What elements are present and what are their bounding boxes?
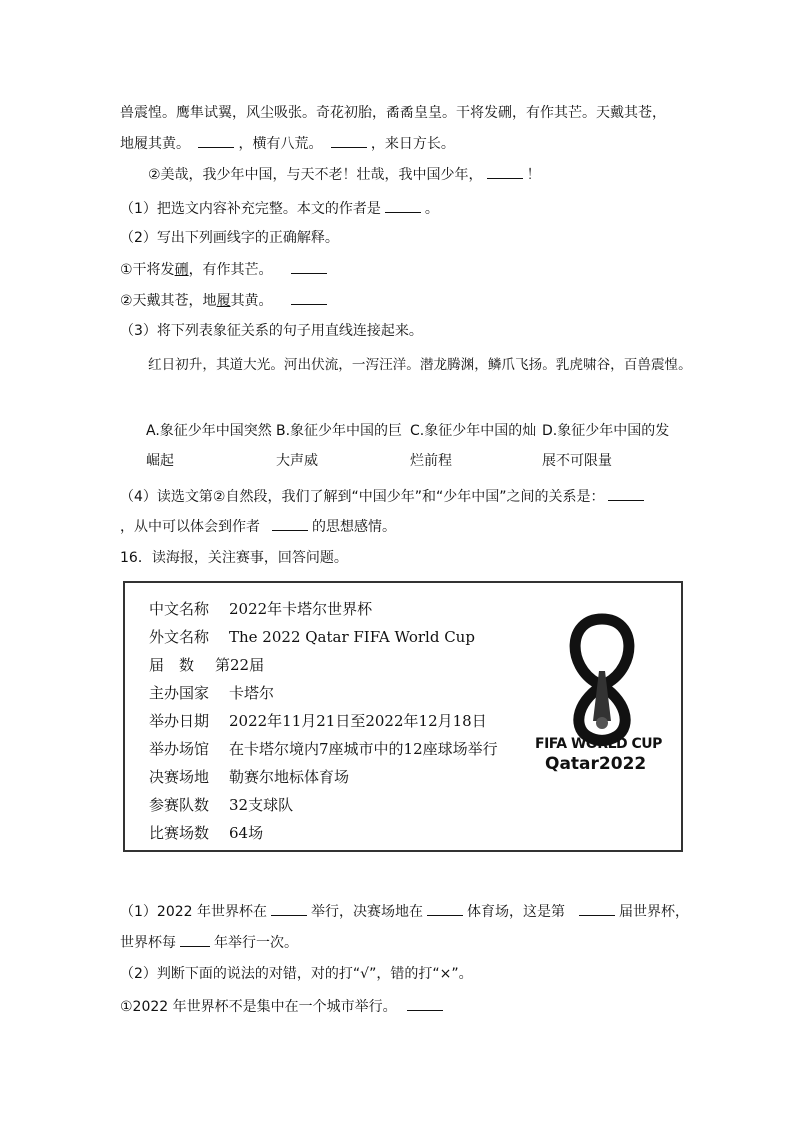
poster-row: 举办场馆 在卡塔尔境内7座城市中的12座球场举行 — [149, 740, 498, 758]
poster-row: 外文名称 The 2022 Qatar FIFA World Cup — [149, 628, 475, 646]
poster-row: 中文名称 2022年卡塔尔世界杯 — [149, 600, 373, 618]
option-c-line-1: C.象征少年中国的灿 — [410, 423, 537, 439]
sub-question-2-item-1: ①2022 年世界杯不是集中在一个城市举行。 — [120, 996, 447, 1017]
fill-blank[interactable] — [272, 516, 308, 531]
question-3-sentence: 红日初升，其道大光。河出伏流，一泻汪洋。潜龙腾渊，鳞爪飞扬。乳虎啸谷，百兽震惶。 — [148, 357, 692, 373]
question-2-item-1: ①干将发硎，有作其芒。 — [120, 259, 331, 280]
option-a-line-1: A.象征少年中国突然 — [146, 423, 272, 439]
question-4: （4）读选文第②自然段，我们了解到“中国少年”和“少年中国”之间的关系是： — [120, 486, 648, 507]
poster-row: 比赛场数 64场 — [149, 824, 264, 842]
fill-blank[interactable] — [331, 133, 367, 148]
fill-blank[interactable] — [180, 932, 210, 947]
question-2: （2）写出下列画线字的正确解释。 — [120, 230, 339, 246]
passage-line-1: 兽震惶。鹰隼试翼，风尘吸张。奇花初胎，矞矞皇皇。干将发硎，有作其芒。天戴其苍， — [120, 105, 666, 121]
option-c-line-2: 烂前程 — [410, 453, 452, 469]
question-4-cont: ，从中可以体会到作者 的思想感情。 — [120, 516, 396, 537]
poster-row: 参赛队数 32支球队 — [149, 796, 294, 814]
fill-blank[interactable] — [291, 259, 327, 274]
world-cup-poster — [123, 581, 683, 852]
sub-question-1: （1）2022 年世界杯在 举行，决赛场地在 体育场，这是第 届世界杯， — [120, 901, 689, 922]
fill-blank[interactable] — [579, 901, 615, 916]
option-b-line-2: 大声威 — [276, 453, 318, 469]
fill-blank[interactable] — [271, 901, 307, 916]
poster-row: 届 数 第22届 — [149, 656, 265, 674]
poster-row: 决赛场地 勒赛尔地标体育场 — [149, 768, 350, 786]
fill-blank[interactable] — [407, 996, 443, 1011]
passage-line-2: 地履其黄。 ，横有八荒。 ，来日方长。 — [120, 133, 455, 154]
option-d-line-1: D.象征少年中国的发 — [542, 423, 670, 439]
poster-row: 主办国家 卡塔尔 — [149, 684, 275, 702]
fill-blank[interactable] — [608, 486, 644, 501]
poster-row: 举办日期 2022年11月21日至2022年12月18日 — [149, 712, 487, 730]
question-16: 16．读海报，关注赛事，回答问题。 — [120, 550, 348, 566]
option-d-line-2: 展不可限量 — [542, 453, 612, 469]
fill-blank[interactable] — [385, 198, 421, 213]
question-2-item-2: ②天戴其苍，地履其黄。 — [120, 290, 331, 311]
fill-blank[interactable] — [198, 133, 234, 148]
sub-question-1-cont: 世界杯每 年举行一次。 — [120, 932, 298, 953]
fill-blank[interactable] — [291, 290, 327, 305]
logo-text-qatar: Qatar2022 — [545, 754, 647, 774]
option-b-line-1: B.象征少年中国的巨 — [276, 423, 403, 439]
question-3: （3）将下列表象征关系的句子用直线连接起来。 — [120, 323, 423, 339]
question-1: （1）把选文内容补充完整。本文的作者是 。 — [120, 198, 439, 219]
sub-question-2: （2）判断下面的说法的对错，对的打“√”，错的打“×”。 — [120, 966, 473, 982]
option-a-line-2: 崛起 — [146, 453, 174, 469]
fill-blank[interactable] — [427, 901, 463, 916]
fill-blank[interactable] — [487, 164, 523, 179]
logo-text-fifa: FIFA WORLD CUP — [535, 736, 662, 752]
passage-line-3: ②美哉，我少年中国，与天不老！壮哉，我中国少年， ！ — [148, 164, 541, 185]
